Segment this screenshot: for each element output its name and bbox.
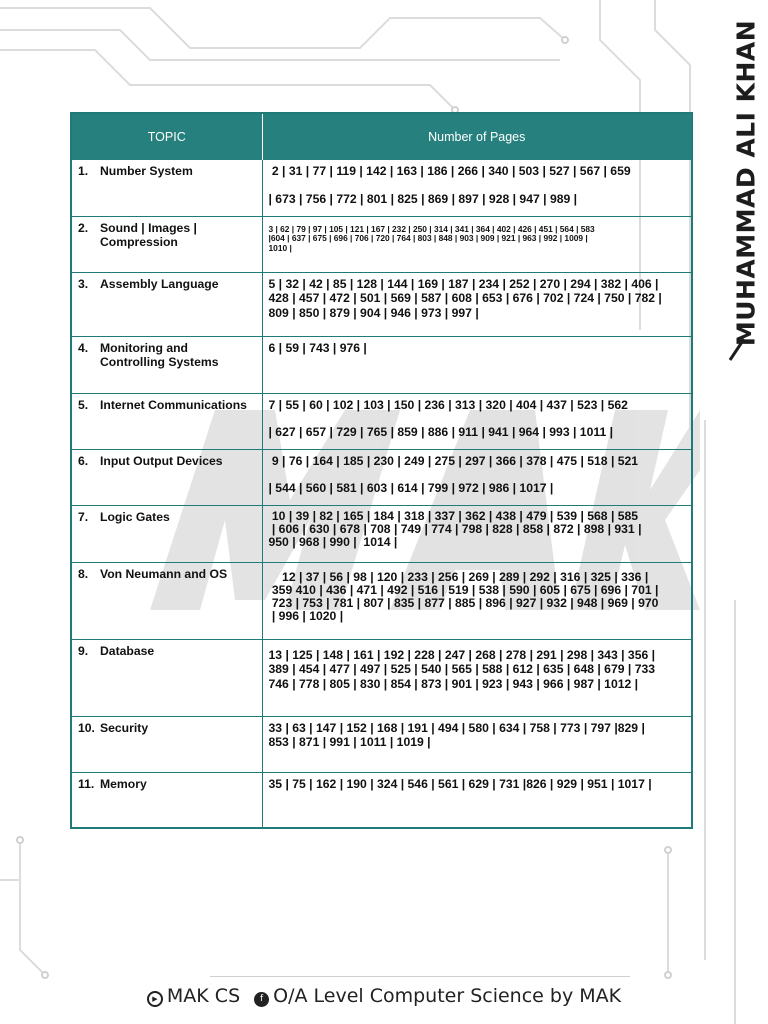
topic-name: Internet Communications — [100, 397, 247, 412]
pages-line: 9 | 76 | 164 | 185 | 230 | 249 | 275 | 297 | 366 | 378 | 475 | 518 | 521 — [268, 453, 639, 468]
table-row — [71, 716, 692, 772]
topic-name: Logic Gates — [100, 509, 170, 524]
table-row — [71, 772, 692, 828]
pages-line: 723 | 753 | 781 | 807 | 835 | 877 | 885 | 896 | 927 | 932 | 948 | 969 | 970 — [268, 595, 659, 610]
pages-line: | 673 | 756 | 772 | 801 | 825 | 869 | 897 | 928 | 947 | 989 | — [268, 191, 578, 206]
pages-cell — [262, 272, 692, 336]
topic-name: Input Output Devices — [100, 453, 223, 468]
pages-line: 853 | 871 | 991 | 1011 | 1019 | — [268, 735, 431, 749]
footer-page: O/A Level Computer Science by MAK — [273, 985, 622, 1007]
table-header-row — [71, 113, 692, 160]
topic-name: Von Neumann and OS — [100, 566, 228, 581]
topic-name: Database — [100, 643, 155, 658]
pages-cell — [262, 393, 692, 449]
pages-line: 13 | 125 | 148 | 161 | 192 | 228 | 247 | 268 | 278 | 291 | 298 | 343 | 356 | — [268, 647, 656, 662]
footer-channel: MAK CS — [166, 985, 241, 1007]
footer — [0, 985, 768, 1007]
pages-line: 7 | 55 | 60 | 102 | 103 | 150 | 236 | 313 | 320 | 404 | 437 | 523 | 562 — [268, 397, 628, 412]
table-row — [71, 160, 692, 216]
pages-line: 3 | 62 | 79 | 97 | 105 | 121 | 167 | 232 | 250 | 314 | 341 | 364 | 402 | 426 | 451 | 564 | 583 — [268, 223, 595, 234]
topic-name: Monitoring and Controlling Systems — [100, 340, 219, 369]
pages-line: 12 | 37 | 56 | 98 | 120 | 233 | 256 | 269 | 289 | 292 | 316 | 325 | 336 | — [268, 569, 649, 584]
topic-cell — [71, 336, 262, 393]
pages-cell — [262, 449, 692, 505]
topic-cell — [71, 716, 262, 772]
topic-number: 10. — [78, 720, 95, 735]
youtube-icon: ▶ — [147, 991, 163, 1007]
table-row — [71, 639, 692, 716]
pages-line: 5 | 32 | 42 | 85 | 128 | 144 | 169 | 187 | 234 | 252 | 270 | 294 | 382 | 406 | — [268, 276, 659, 291]
pages-line: 428 | 457 | 472 | 501 | 569 | 587 | 608 | 653 | 676 | 702 | 724 | 750 | 782 | — [268, 291, 662, 305]
pages-line — [269, 179, 686, 192]
topic-cell — [71, 639, 262, 716]
topic-cell — [71, 393, 262, 449]
topic-cell — [71, 160, 262, 216]
topic-cell — [71, 449, 262, 505]
topic-name: Assembly Language — [100, 276, 219, 291]
pages-cell — [262, 716, 692, 772]
pages-cell — [262, 216, 692, 272]
pages-cell — [262, 562, 692, 639]
pages-line — [269, 412, 686, 425]
pages-line: 359 410 | 436 | 471 | 492 | 516 | 519 | 538 | 590 | 605 | 675 | 696 | 701 | — [268, 582, 659, 597]
pages-line: 1010 | — [268, 242, 292, 253]
topic-number: 2. — [78, 220, 89, 235]
pages-line: 389 | 454 | 477 | 497 | 525 | 540 | 565 | 588 | 612 | 635 | 648 | 679 | 733 — [268, 662, 656, 676]
facebook-icon: f — [254, 992, 269, 1007]
pages-line: | 627 | 657 | 729 | 765 | 859 | 886 | 911 | 941 | 964 | 993 | 1011 | — [268, 425, 614, 439]
pages-line: 746 | 778 | 805 | 830 | 854 | 873 | 901 | 923 | 943 | 966 | 987 | 1012 | — [268, 676, 639, 691]
author-name-text: MUHAMMAD ALI KHAN — [731, 19, 761, 347]
topic-number: 5. — [78, 397, 89, 412]
topic-number: 8. — [78, 566, 89, 581]
table-row — [71, 393, 692, 449]
pages-line: 6 | 59 | 743 | 976 | — [268, 340, 367, 355]
topic-cell — [71, 562, 262, 639]
topic-number: 4. — [78, 340, 89, 355]
pages-line: |604 | 637 | 675 | 696 | 706 | 720 | 764 | 803 | 848 | 903 | 909 | 921 | 963 | 992 | 1009 | — [268, 233, 588, 244]
pages-line: | 606 | 630 | 678 | 708 | 749 | 774 | 798 | 828 | 858 | 872 | 898 | 931 | — [268, 521, 642, 536]
column-header-topic: TOPIC — [71, 113, 262, 160]
topic-number: 1. — [78, 164, 89, 178]
pages-line: 33 | 63 | 147 | 152 | 168 | 191 | 494 | 580 | 634 | 758 | 773 | 797 |829 | — [268, 720, 645, 735]
topic-name: Security — [100, 720, 149, 735]
pages-cell — [262, 336, 692, 393]
pages-cell — [262, 160, 692, 216]
pages-line: 809 | 850 | 879 | 904 | 946 | 973 | 997 | — [268, 305, 479, 320]
pages-line: | 544 | 560 | 581 | 603 | 614 | 799 | 972 | 986 | 1017 | — [268, 481, 554, 495]
topic-number: 9. — [78, 643, 89, 658]
topic-name: Memory — [100, 776, 147, 791]
table-row — [71, 562, 692, 639]
pages-line: | 996 | 1020 | — [268, 608, 344, 623]
author-name-vertical — [728, 8, 764, 358]
column-header-pages: Number of Pages — [262, 113, 692, 160]
topic-cell — [71, 505, 262, 562]
slash-mark — [724, 338, 748, 362]
topic-name: Sound | Images | Compression — [100, 220, 197, 249]
table-row — [71, 505, 692, 562]
topic-cell — [71, 772, 262, 828]
pages-line: 2 | 31 | 77 | 119 | 142 | 163 | 186 | 266 | 340 | 503 | 527 | 567 | 659 — [268, 164, 631, 178]
topics-table — [70, 112, 693, 829]
topic-number: 11. — [78, 776, 95, 791]
pages-cell — [262, 505, 692, 562]
footer-divider — [210, 976, 630, 977]
topic-cell — [71, 216, 262, 272]
topic-number: 3. — [78, 276, 89, 291]
topic-cell — [71, 272, 262, 336]
table-row — [71, 449, 692, 505]
table-row — [71, 216, 692, 272]
pages-cell — [262, 639, 692, 716]
table-row — [71, 272, 692, 336]
topic-name: Number System — [100, 164, 193, 178]
topic-number: 7. — [78, 509, 89, 524]
topic-number: 6. — [78, 453, 89, 468]
table-row — [71, 336, 692, 393]
pages-line: 35 | 75 | 162 | 190 | 324 | 546 | 561 | 629 | 731 |826 | 929 | 951 | 1017 | — [268, 776, 652, 791]
pages-cell — [262, 772, 692, 828]
pages-line: 950 | 968 | 990 | 1014 | — [268, 534, 398, 549]
pages-line: 10 | 39 | 82 | 165 | 184 | 318 | 337 | 362 | 438 | 479 | 539 | 568 | 585 — [268, 508, 639, 523]
pages-line — [269, 468, 686, 481]
